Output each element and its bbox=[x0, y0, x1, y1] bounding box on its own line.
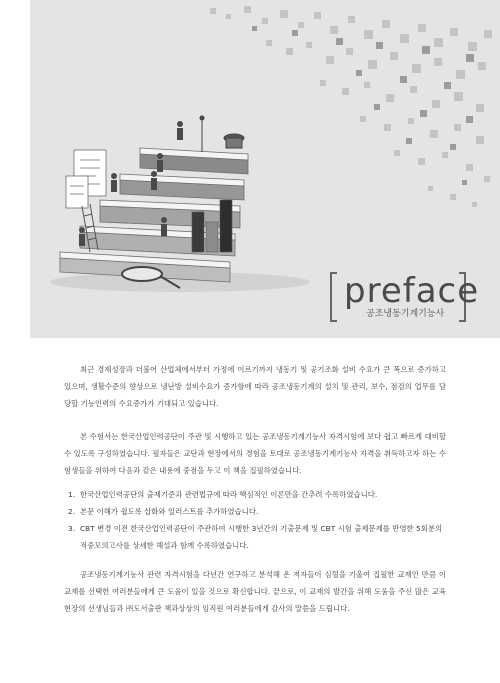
list-number: 1. bbox=[68, 490, 76, 499]
left-bracket bbox=[330, 272, 337, 322]
list-text: 본문 이해가 쉽도록 삽화와 일러스트를 추가하였습니다. bbox=[80, 507, 259, 516]
list-number: 3. bbox=[68, 524, 76, 533]
intro-paragraph bbox=[64, 361, 446, 412]
list-item bbox=[68, 486, 446, 503]
hero-banner bbox=[30, 0, 500, 338]
paragraph-3: 공조냉동기계기능사 관련 자격시험을 다년간 연구하고 분석해 온 저자들이 심혈을 기울여 집필한 교재인 만큼 이 교재를 선택한 여러분들에게 큰 도움이 있을 것으로 확신합니다. 끝으로, 이 교재의 발간을 위해 도움을 주신 많은 교육 현장의 선생님들과 ㈜도서출판 책과상상의 임직원 여러분들에게 감사의 말씀을 드립니다. bbox=[64, 570, 446, 613]
list-text: CBT 변경 이전 한국산업인력공단이 주관하여 시행한 3년간의 기출문제 및 CBT 시험 출제문제를 반영한 5회분의 적중모의고사를 상세한 해설과 함께 수록하였습니다. bbox=[80, 524, 443, 550]
preface-heading bbox=[330, 271, 480, 324]
list-number: 2. bbox=[68, 507, 76, 516]
paragraph-1: 최근 경제성장과 더불어 산업체에서부터 가정에 이르기까지 냉동기 및 공기조화 설비 수요가 큰 폭으로 증가하고 있으며, 생활수준의 향상으로 냉난방 설비수요가 증가함에 따라 공조냉동기계의 설치 및 관리, 보수, 점검의 업무를 담당할 기능인력의 수요증가가 기대되고 있습니다. bbox=[64, 365, 446, 408]
list-item bbox=[68, 503, 446, 520]
closing-paragraph bbox=[64, 566, 446, 617]
preface-title: preface bbox=[344, 271, 480, 311]
list-item bbox=[68, 520, 446, 554]
list-text: 한국산업인력공단의 출제기준과 관련법규에 따라 핵심적인 이론만을 간추려 수록하였습니다. bbox=[80, 490, 378, 499]
feature-list bbox=[68, 486, 446, 554]
method-paragraph bbox=[64, 428, 446, 479]
paragraph-2: 본 수험서는 한국산업인력공단이 주관 및 시행하고 있는 공조냉동기계기능사 자격시험에 보다 쉽고 빠르게 대비할 수 있도록 구성하였습니다. 필자들은 교단과 현장에서의 경험을 토대로 공조냉동기계기능사 자격을 취득하고자 하는 수험생들을 위하여 다음과 같은 내용에 중점을 두고 이 책을 집필하였습니다. bbox=[64, 432, 446, 475]
preface-subtitle: 공조냉동기계기능사 bbox=[366, 309, 445, 319]
